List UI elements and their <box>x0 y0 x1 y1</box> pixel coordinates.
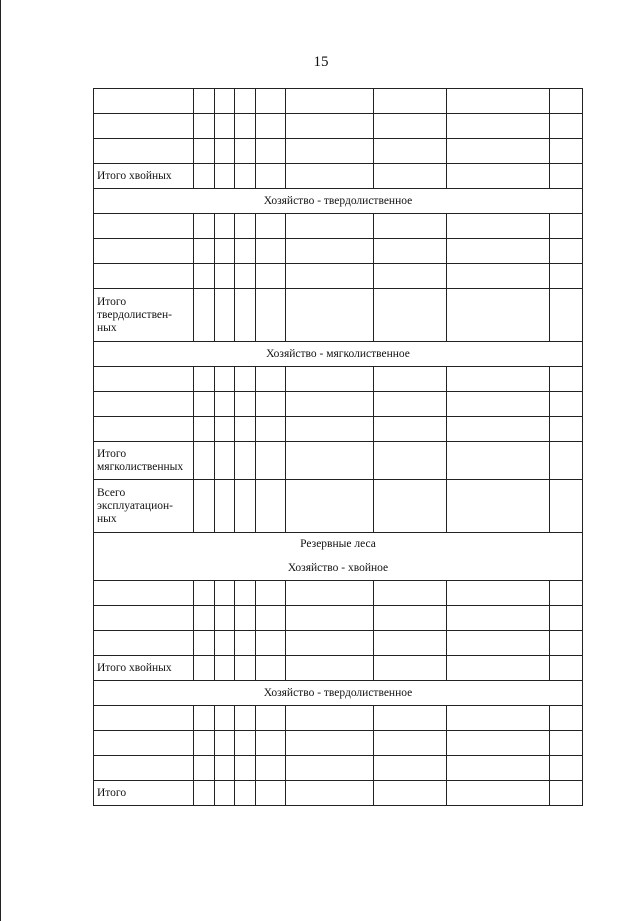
table-cell <box>194 606 215 631</box>
table-cell <box>194 781 215 806</box>
table-cell <box>286 606 374 631</box>
table-cell <box>447 289 550 342</box>
table-cell <box>215 114 235 139</box>
table-cell <box>194 631 215 656</box>
table-cell <box>194 139 215 164</box>
table-row <box>94 264 583 289</box>
table-cell <box>550 114 583 139</box>
table-cell <box>194 756 215 781</box>
table-cell <box>447 367 550 392</box>
table-cell <box>194 706 215 731</box>
table-cell <box>550 606 583 631</box>
table-cell <box>550 417 583 442</box>
table-cell <box>447 392 550 417</box>
table-cell <box>447 756 550 781</box>
table-row <box>94 480 583 533</box>
table-cell <box>215 480 235 533</box>
table-cell <box>215 731 235 756</box>
table-cell <box>374 706 447 731</box>
table-cell <box>256 631 286 656</box>
row-label <box>94 264 194 289</box>
table-body <box>94 89 583 806</box>
table-cell <box>447 706 550 731</box>
row-label <box>94 631 194 656</box>
row-label <box>94 706 194 731</box>
section-header <box>94 681 583 706</box>
section-header <box>94 342 583 367</box>
table-cell <box>256 417 286 442</box>
table-cell <box>215 581 235 606</box>
row-label: Итого мягколиственных <box>94 442 194 480</box>
table-cell <box>550 139 583 164</box>
table-cell <box>215 417 235 442</box>
table-cell <box>374 214 447 239</box>
table-cell <box>286 164 374 189</box>
table-cell <box>286 239 374 264</box>
table-cell <box>215 756 235 781</box>
table-cell <box>235 781 256 806</box>
table-cell <box>550 164 583 189</box>
table-cell <box>374 606 447 631</box>
table-cell <box>256 756 286 781</box>
table-cell <box>215 264 235 289</box>
table-cell <box>286 114 374 139</box>
table-cell <box>374 392 447 417</box>
table-row <box>94 581 583 606</box>
table-cell <box>374 731 447 756</box>
table-cell <box>286 756 374 781</box>
table-cell <box>447 139 550 164</box>
table-cell <box>447 442 550 480</box>
table-cell <box>194 656 215 681</box>
table-cell <box>374 781 447 806</box>
row-label <box>94 392 194 417</box>
table-cell <box>215 656 235 681</box>
table-cell <box>256 89 286 114</box>
table-row <box>94 706 583 731</box>
table-cell <box>374 442 447 480</box>
table-cell <box>447 731 550 756</box>
table-cell <box>256 392 286 417</box>
table-cell <box>447 480 550 533</box>
section-header-text: Хозяйство - твердолиственное <box>263 194 413 207</box>
row-label <box>94 417 194 442</box>
page-number: 15 <box>313 54 329 70</box>
table-cell <box>235 89 256 114</box>
table-cell <box>550 706 583 731</box>
row-label <box>94 89 194 114</box>
table-cell <box>550 239 583 264</box>
table-cell <box>256 581 286 606</box>
table-cell <box>194 442 215 480</box>
table-cell <box>550 289 583 342</box>
row-label <box>94 581 194 606</box>
table-row <box>94 89 583 114</box>
table-cell <box>374 264 447 289</box>
table-cell <box>550 392 583 417</box>
table-row <box>94 289 583 342</box>
section-header <box>94 189 583 214</box>
table-cell <box>215 89 235 114</box>
row-label <box>94 114 194 139</box>
table-cell <box>194 417 215 442</box>
table-cell <box>286 214 374 239</box>
row-label <box>94 606 194 631</box>
table-cell <box>374 289 447 342</box>
table-cell <box>447 781 550 806</box>
table-row <box>94 214 583 239</box>
table-cell <box>256 656 286 681</box>
table-cell <box>550 214 583 239</box>
row-label <box>94 139 194 164</box>
table-cell <box>286 289 374 342</box>
table-row <box>94 631 583 656</box>
table-cell <box>235 631 256 656</box>
table-row <box>94 656 583 681</box>
table-cell <box>256 480 286 533</box>
table-cell <box>286 442 374 480</box>
table-cell <box>215 781 235 806</box>
table-cell <box>447 89 550 114</box>
table-cell <box>550 631 583 656</box>
row-label <box>94 756 194 781</box>
table-cell <box>374 114 447 139</box>
table-cell <box>256 239 286 264</box>
table-cell <box>286 656 374 681</box>
table-cell <box>256 781 286 806</box>
table-cell <box>256 706 286 731</box>
table-row <box>94 606 583 631</box>
table-cell <box>447 214 550 239</box>
table-cell <box>374 367 447 392</box>
table-cell <box>447 606 550 631</box>
table-cell <box>374 756 447 781</box>
table-cell <box>447 581 550 606</box>
table-cell <box>550 756 583 781</box>
table-cell <box>550 367 583 392</box>
table-cell <box>550 656 583 681</box>
table-cell <box>235 214 256 239</box>
table-cell <box>447 239 550 264</box>
table-cell <box>235 706 256 731</box>
table-cell <box>550 264 583 289</box>
table-cell <box>550 89 583 114</box>
table-cell <box>286 631 374 656</box>
table-cell <box>194 239 215 264</box>
table-cell <box>194 264 215 289</box>
section-header <box>94 533 583 581</box>
table-cell <box>235 756 256 781</box>
table-cell <box>215 139 235 164</box>
table-cell <box>550 480 583 533</box>
table-row <box>94 164 583 189</box>
table-cell <box>235 656 256 681</box>
table-cell <box>215 164 235 189</box>
table-row <box>94 392 583 417</box>
table-cell <box>286 89 374 114</box>
table-cell <box>374 581 447 606</box>
table-cell <box>194 89 215 114</box>
table-row <box>94 239 583 264</box>
table-cell <box>194 214 215 239</box>
row-label <box>94 731 194 756</box>
section-header-text: Хозяйство - мягколиственное <box>266 347 410 360</box>
table-cell <box>235 114 256 139</box>
table-cell <box>550 731 583 756</box>
table-cell <box>235 139 256 164</box>
table-cell <box>215 706 235 731</box>
table-cell <box>194 367 215 392</box>
table-cell <box>550 581 583 606</box>
table-cell <box>235 289 256 342</box>
section-header-row <box>94 189 583 214</box>
section-header-row <box>94 342 583 367</box>
row-label: Итого твердолиствен-ных <box>94 289 194 342</box>
table-row <box>94 781 583 806</box>
table-cell <box>215 214 235 239</box>
table-row <box>94 756 583 781</box>
table-cell <box>286 392 374 417</box>
table-cell <box>215 239 235 264</box>
table-cell <box>194 289 215 342</box>
section-header-text: Хозяйство - хвойное <box>287 562 389 574</box>
row-label <box>94 239 194 264</box>
table-cell <box>550 781 583 806</box>
table-cell <box>235 164 256 189</box>
table-cell <box>215 367 235 392</box>
table-row <box>94 442 583 480</box>
table-cell <box>235 480 256 533</box>
table-cell <box>447 164 550 189</box>
table-row <box>94 367 583 392</box>
table-cell <box>286 480 374 533</box>
table-cell <box>286 264 374 289</box>
row-label: Итого хвойных <box>94 656 194 681</box>
table-cell <box>256 139 286 164</box>
table-cell <box>447 656 550 681</box>
table-cell <box>374 656 447 681</box>
table-cell <box>194 731 215 756</box>
section-header-text: Резервные леса <box>300 538 376 550</box>
table-row <box>94 139 583 164</box>
table-cell <box>235 606 256 631</box>
section-header-row <box>94 533 583 581</box>
table-cell <box>235 417 256 442</box>
table-cell <box>286 706 374 731</box>
table-cell <box>194 480 215 533</box>
forest-table <box>93 88 583 806</box>
table-cell <box>286 731 374 756</box>
table-cell <box>215 606 235 631</box>
table-cell <box>286 139 374 164</box>
table-cell <box>550 442 583 480</box>
table-cell <box>194 114 215 139</box>
table-cell <box>286 781 374 806</box>
table-cell <box>447 417 550 442</box>
table-cell <box>235 442 256 480</box>
table-cell <box>215 442 235 480</box>
row-label: Итого <box>94 781 194 806</box>
table-cell <box>215 392 235 417</box>
row-label <box>94 367 194 392</box>
table-cell <box>235 392 256 417</box>
table-cell <box>194 581 215 606</box>
table-cell <box>374 164 447 189</box>
table-cell <box>374 631 447 656</box>
table-cell <box>256 606 286 631</box>
table-cell <box>235 367 256 392</box>
table-cell <box>256 442 286 480</box>
table-cell <box>235 239 256 264</box>
row-label <box>94 214 194 239</box>
table-row <box>94 417 583 442</box>
table-cell <box>286 417 374 442</box>
table-row <box>94 731 583 756</box>
table-cell <box>374 480 447 533</box>
table-cell <box>374 89 447 114</box>
table-cell <box>256 114 286 139</box>
table-cell <box>235 581 256 606</box>
table-row <box>94 114 583 139</box>
table-cell <box>235 264 256 289</box>
table-cell <box>215 289 235 342</box>
table-cell <box>447 631 550 656</box>
table-cell <box>256 289 286 342</box>
section-header-row <box>94 681 583 706</box>
row-label: Итого хвойных <box>94 164 194 189</box>
table-cell <box>447 264 550 289</box>
table-cell <box>256 164 286 189</box>
table-cell <box>194 164 215 189</box>
table-cell <box>215 631 235 656</box>
table-cell <box>256 214 286 239</box>
table-cell <box>286 367 374 392</box>
row-label: Всего эксплуатацион-ных <box>94 480 194 533</box>
table-cell <box>374 139 447 164</box>
section-header-text: Хозяйство - твердолиственное <box>263 686 413 699</box>
table-cell <box>256 731 286 756</box>
table-cell <box>447 114 550 139</box>
table-cell <box>374 239 447 264</box>
table-cell <box>256 264 286 289</box>
table-cell <box>235 731 256 756</box>
table-cell <box>194 392 215 417</box>
table-cell <box>374 417 447 442</box>
table-cell <box>256 367 286 392</box>
table-cell <box>286 581 374 606</box>
